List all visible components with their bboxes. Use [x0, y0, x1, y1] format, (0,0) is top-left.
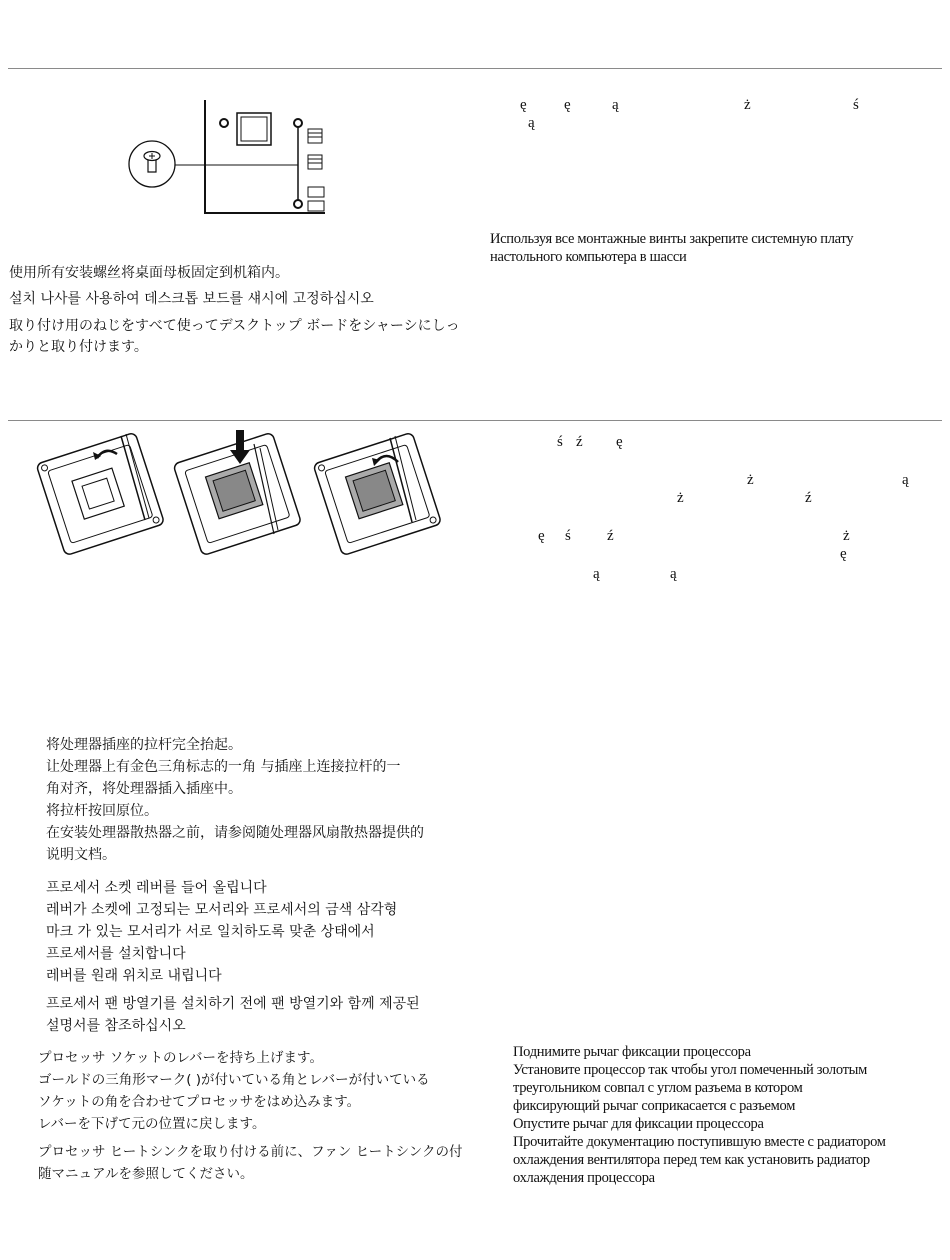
polish-fragment: ź	[607, 528, 614, 544]
polish-fragment: ą	[528, 115, 535, 131]
polish-fragment: ż	[677, 490, 684, 506]
polish-fragment: ż	[744, 97, 751, 113]
socket-lever-up-diagram	[33, 428, 168, 558]
polish-fragment: ę	[538, 528, 545, 544]
polish-fragment: ś	[565, 528, 571, 544]
polish-fragment: ę	[840, 546, 847, 562]
polish-fragment: ą	[670, 566, 677, 582]
polish-fragment: ę	[616, 434, 623, 450]
japanese-instruction-1: 取り付け用のねじをすべて使ってデスクトップ ボードをシャーシにしっ かりと取り付けます。	[9, 318, 460, 355]
polish-fragment: ą	[612, 97, 619, 113]
polish-fragment: ą	[902, 472, 909, 488]
screw-callout-icon	[126, 137, 182, 193]
chinese-instructions-2: 将处理器插座的拉杆完全抬起。 让处理器上有金色三角标志的一角 与插座上连接拉杆的一 角对齐，将处理器插入插座中。 将拉杆按回原位。 在安装处理器散热器之前，请参阅随处理器风扇散热器提供的 说明文档。	[46, 737, 424, 863]
polish-fragment: ę	[564, 97, 571, 113]
polish-fragment: ż	[747, 472, 754, 488]
polish-fragment: ę	[520, 97, 527, 113]
chinese-instruction-1: 使用所有安装螺丝将桌面母板固定到机箱内。	[9, 265, 289, 281]
korean-instructions-2: 프로세서 소켓 레버를 들어 올립니다 레버가 소켓에 고정되는 모서리와 프로세서의 금색 삼각형 마크 가 있는 모서리가 서로 일치하도록 맞춘 상태에서 프로세서를 설치합니다 레버를 원래 위치로 내립니다 프로세서 팬 방열기를 설치하기 전에 팬 방열기와 함께 제공된 설명서를 참조하십시오	[46, 880, 420, 1034]
polish-fragment: ż	[843, 528, 850, 544]
socket-lever-down-diagram	[310, 428, 445, 558]
polish-fragment: ś	[853, 97, 859, 113]
section-divider-top	[8, 68, 942, 69]
russian-instructions-2: Поднимите рычаг фиксации процессора Установите процессор так чтобы угол помеченный золотым треугольником совпал с углом разъема в котором фиксирующий рычаг соприкасается с разъемом Опустите рычаг для фиксации процессора Прочитайте документацию поступившую вместе с радиатором охлаждения вентилятора перед тем как установить радиатор охлаждения процессора	[513, 1044, 886, 1186]
polish-fragment: ś	[557, 434, 563, 450]
korean-instruction-1: 설치 나사를 사용하여 데스크톱 보드를 섀시에 고정하십시오	[9, 291, 374, 307]
processor-insert-diagram	[170, 428, 305, 558]
japanese-instructions-2: プロセッサ ソケットのレバーを持ち上げます。 ゴールドの三角形マーク( )が付いている角とレバーが付いている ソケットの角を合わせてプロセッサをはめ込みます。 レバーを下げて元の位置に戻します。 プロセッサ ヒートシンクを取り付ける前に、ファン ヒートシンクの付 随マニュアルを参照してください。	[38, 1050, 463, 1182]
section-divider-middle	[8, 420, 942, 421]
polish-fragment: ź	[805, 490, 812, 506]
russian-instruction-1: Используя все монтажные винты закрепите системную плату настольного компьютера в шасси	[490, 231, 854, 265]
polish-fragment: ą	[593, 566, 600, 582]
polish-fragment: ź	[576, 434, 583, 450]
